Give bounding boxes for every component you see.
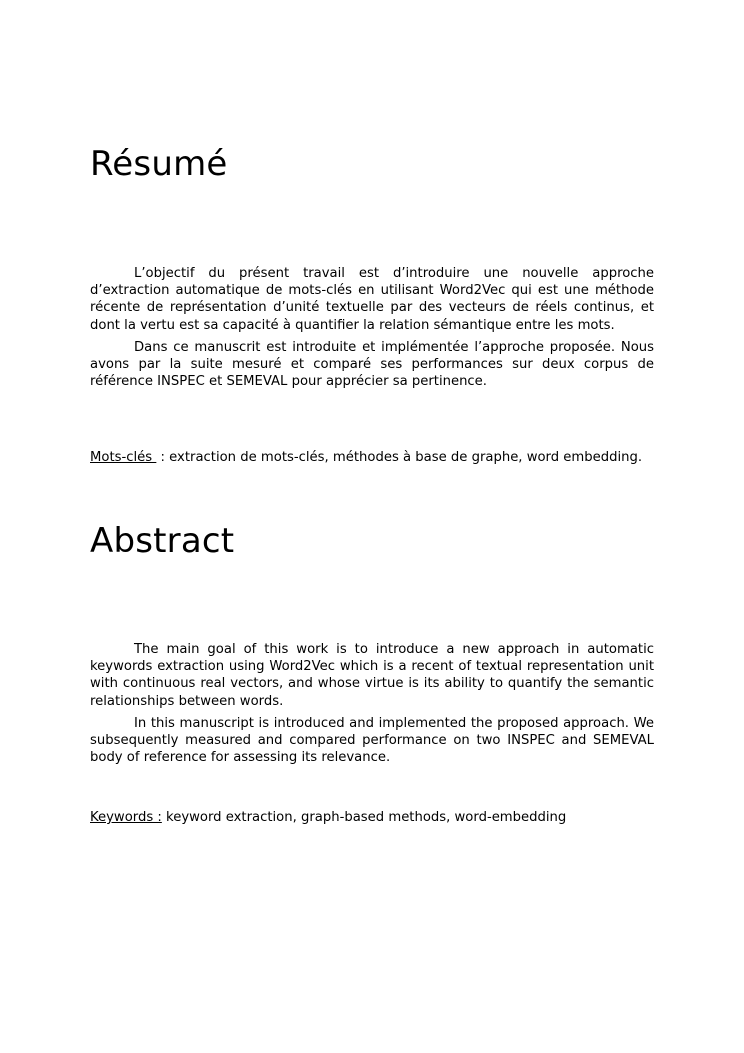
resume-keywords: [90, 449, 654, 466]
abstract-body: [90, 641, 654, 771]
abstract-paragraph-2: In this manuscript is introduced and implemented the proposed approach. We subsequently measured and compared performance on two INSPEC and SEMEVAL body of reference for assessing its relevance.: [90, 715, 654, 766]
resume-keywords-label: Mots-clés: [90, 450, 157, 465]
resume-body: [90, 265, 654, 395]
abstract-paragraph-1: The main goal of this work is to introduce a new approach in automatic keywords extraction using Word2Vec which is a recent of textual representation unit with continuous real vectors, and whose virtue is its ability to quantify the semantic relationships between words.: [90, 642, 654, 709]
abstract-keywords: [90, 809, 654, 826]
resume-paragraph-1: L’objectif du présent travail est d’introduire une nouvelle approche d’extraction automatique de mots-clés en utilisant Word2Vec qui est une méthode récente de représentation d’unité textuelle par des vecteurs de réels continus, et dont la vertu est sa capacité à quantifier la relation sémantique entre les mots.: [90, 266, 654, 333]
resume-heading: Résumé: [90, 144, 228, 184]
document-page: [90, 0, 654, 1053]
abstract-heading: Abstract: [90, 521, 235, 561]
abstract-keywords-text: keyword extraction, graph-based methods, word-embedding: [161, 810, 567, 825]
resume-paragraph-2: Dans ce manuscrit est introduite et implémentée l’approche proposée. Nous avons par la suite mesuré et comparé ses performances sur deux corpus de référence INSPEC et SEMEVAL pour apprécier sa pertinence.: [90, 339, 654, 390]
abstract-keywords-label: Keywords :: [90, 810, 162, 825]
resume-keywords-text: : extraction de mots-clés, méthodes à base de graphe, word embedding.: [156, 450, 643, 465]
